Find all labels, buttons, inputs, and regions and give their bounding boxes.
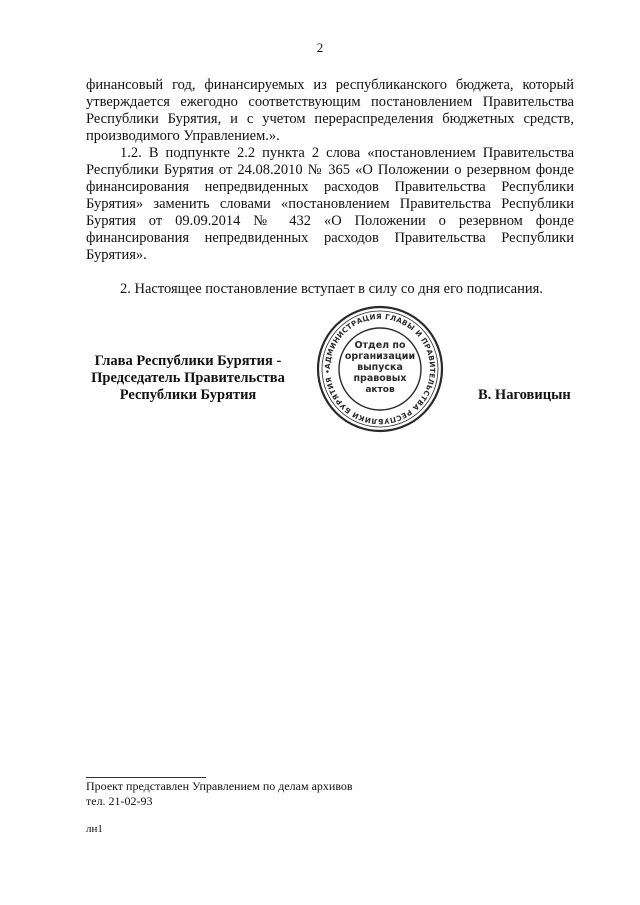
paragraph-effective-date: 2. Настоящее постановление вступает в силу со дня его подписания. — [120, 281, 543, 297]
paragraph-continuation: финансовый год, финансируемых из республиканского бюджета, который утверждается ежегодно соответствующим постановлением Правительства Республики Бурятия, и с учетом перераспределения бюджетных средств, производимого Управлением.». — [86, 77, 574, 144]
signatory-name: В. Наговицын — [478, 387, 571, 403]
footer-phone: тел. 21-02-93 — [86, 794, 153, 808]
paragraph-amendment: 1.2. В подпункте 2.2 пункта 2 слова «постановлением Правительства Республики Бурятия от 24.08.2010 № 365 «О Положении о резервном фонде финансирования непредвиденных расходов Правительства Республики Бурятия» заменить словами «постановлением Правительства Республики Бурятия от 09.09.2014 № 432 «О Положении о резервном фонде финансирования непредвиденных расходов Правительства Республики Бурятия». — [86, 145, 574, 263]
official-stamp — [315, 304, 445, 434]
signatory-title-line: Глава Республики Бурятия - — [94, 353, 282, 369]
stamp-center-line: организации — [344, 351, 416, 362]
document-body — [86, 77, 574, 298]
signatory-title-line: Председатель Правительства — [91, 370, 285, 386]
stamp-center-line: актов — [365, 385, 395, 395]
signatory-title-line: Республики Бурятия — [119, 387, 257, 403]
footer-note — [86, 779, 353, 809]
stamp-center-line: правовых — [353, 373, 407, 384]
document-code: лн1 — [86, 823, 103, 835]
page-number: 2 — [316, 40, 324, 55]
stamp-ring-text: АДМИНИСТРАЦИЯ ГЛАВЫ И ПРАВИТЕЛЬСТВА РЕСПУБЛИКИ БУРЯТИЯ • — [322, 311, 438, 427]
stamp-center-line: выпуска — [357, 362, 403, 373]
signatory-title — [78, 353, 298, 404]
footer-project-note: Проект представлен Управлением по делам архивов — [86, 779, 353, 793]
footer-divider — [86, 777, 206, 778]
stamp-center-line: Отдел по — [354, 340, 406, 351]
